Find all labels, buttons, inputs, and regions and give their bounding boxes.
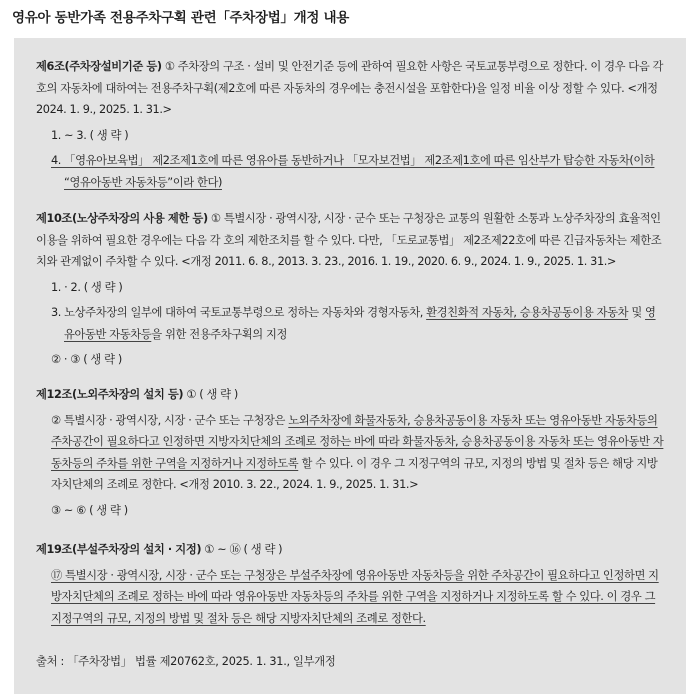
article-6 [36,56,666,193]
source-citation: 출처 : 「주차장법」 법률 제20762호, 2025. 1. 31., 일부개정 [36,655,336,668]
article-12 [36,384,666,521]
page-title: 영유아 동반가족 전용주차구획 관련「주차장법」개정 내용 [12,10,350,26]
article-12-para-2-pre: ② 특별시장 · 광역시장, 시장 · 군수 또는 구청장은 [51,413,289,427]
article-6-item-4: 4. 「영유아보육법」 제2조제1호에 따른 영유아를 동반하거나 「모자보건법」 제2조제1호에 따른 임산부가 탑승한 자동차(이하 “영유아동반 자동차등”이라 한다) [51,154,655,189]
article-10-item-3-underline-2: 영유아동반 자동차등 [64,306,656,341]
article-6-text: ① 주차장의 구조 · 설비 및 안전기준 등에 관하여 필요한 사항은 국토교통부령으로 정한다. 이 경우 다음 각 호의 자동차에 대하여는 전용주차구획(제2호에 따른 자동차의 경우에는 충전시설을 포함한다)을 일정 비율 이상 정할 수 있다. <개정 2024. 1. 9., 2025. 1. 31.> [36,60,664,116]
article-12-para-3-6: ③ ~ ⑥ ( 생 략 ) [51,503,128,517]
article-10-item-3-post: 을 위한 전용주차구획의 지정 [151,327,288,341]
article-6-heading: 제6조(주차장설비기준 등) [36,60,162,73]
article-6-item-1-3: 1. ~ 3. ( 생 략 ) [51,128,129,142]
article-12-para-2-underline: 노외주차장에 화물자동차, 승용차공동이용 자동차 또는 영유아동반 자동차등의 주차공간이 필요하다고 인정하면 지방자치단체의 조례로 정하는 바에 따라 화물자동차, 승용차공동이용 자동차 또는 영유아동반 자동차등의 주차를 위한 구역을 지정하거나 지정하도록 [51,413,664,470]
article-12-para-2-post: 할 수 있다. 이 경우 그 지정구역의 규모, 지정의 방법 및 절차 등은 해당 지방자치단체의 조례로 정한다. <개정 2010. 3. 22., 2024. 1. 9., 2025. 1. 31.> [51,456,658,491]
article-10-heading: 제10조(노상주차장의 사용 제한 등) [36,212,208,225]
law-excerpt-panel [14,38,686,694]
article-10 [36,208,666,371]
article-19 [36,539,666,629]
article-10-item-3 [36,302,666,345]
article-10-item-3-underline-1: 환경친화적 자동차, 승용차공동이용 자동차 [426,306,629,319]
article-10-para-2-3: ② · ③ ( 생 략 ) [51,353,122,366]
article-19-para-17: ⑰ 특별시장 · 광역시장, 시장 · 군수 또는 구청장은 부설주차장에 영유아동반 자동차등을 위한 주차공간이 필요하다고 인정하면 지방자치단체의 조례로 정하는 바에 따라 영유아동반 자동차등의 주차를 위한 구역을 지정하거나 지정하도록 할 수 있다. 이 경우 그 지정구역의 규모, 지정의 방법 및 절차 등은 해당 지방자치단체의 조례로 정한다. [51,568,659,625]
article-10-item-3-pre: 3. 노상주차장의 일부에 대하여 국토교통부령으로 정하는 자동차와 경형자동차, [51,306,427,319]
article-10-item-3-mid: 및 [628,306,646,319]
article-19-heading: 제19조(부설주차장의 설치 · 지정) [36,543,202,556]
article-10-item-1-2: 1. · 2. ( 생 략 ) [51,280,123,294]
article-10-text: ① 특별시장 · 광역시장, 시장 · 군수 또는 구청장은 교통의 원활한 소통과 노상주차장의 효율적인 이용을 위하여 필요한 경우에는 다음 각 호의 제한조치를 할 수 있다. 다만, 「도로교통법」 제2조제22호에 따른 긴급자동차는 제한조치와 관계없이 주차할 수 있다. <개정 2011. 6. 8., 2013. 3. 23., 2016. 1. 19., 2020. 6. 9., 2024. 1. 9., 2025. 1. 31.> [36,212,662,268]
article-6-body [36,56,666,121]
article-12-omit: ① ( 생 략 ) [183,388,238,401]
article-12-heading: 제12조(노외주차장의 설치 등) [36,388,184,401]
article-12-body [36,384,666,406]
article-10-body [36,208,666,273]
article-12-para-2 [36,410,666,496]
article-19-body [36,539,666,561]
article-19-omit: ① ~ ⑯ ( 생 략 ) [201,543,283,556]
